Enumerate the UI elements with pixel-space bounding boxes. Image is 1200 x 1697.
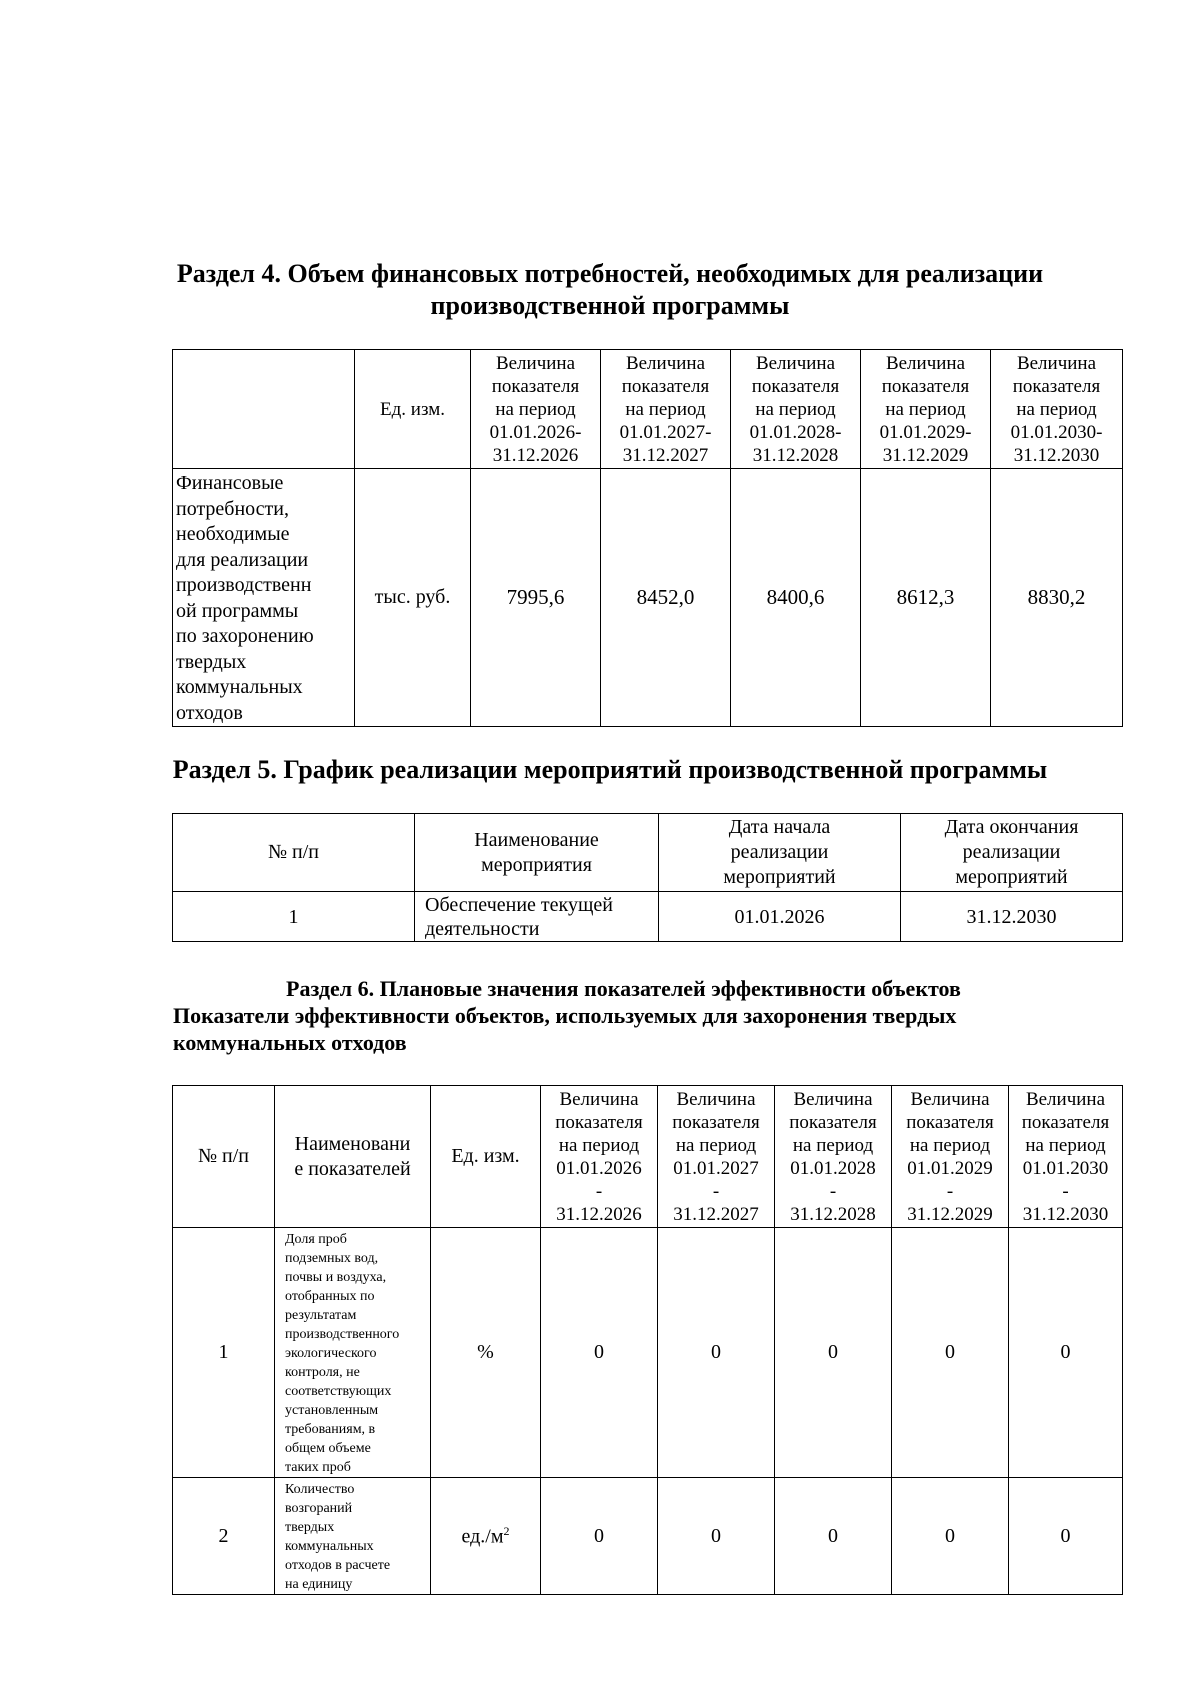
value-cell: 7995,6: [471, 469, 601, 727]
num-header: № п/п: [173, 1086, 275, 1228]
table-row: [173, 892, 1123, 942]
row-unit: %: [431, 1228, 541, 1478]
period-header-2026: Величина показателя на период 01.01.2026 - 31.12.2026: [541, 1086, 658, 1228]
table-header-row: [173, 814, 1123, 892]
table-row: [173, 1478, 1123, 1595]
value-cell: 0: [658, 1478, 775, 1595]
period-header-2028: Величина показателя на период 01.01.2028- 31.12.2028: [731, 350, 861, 469]
value-cell: 8830,2: [991, 469, 1123, 727]
financial-needs-table: [172, 349, 1123, 727]
unit-header: Ед. изм.: [431, 1086, 541, 1228]
table-row: [173, 1228, 1123, 1478]
row-name: Доля проб подземных вод, почвы и воздуха, отобранных по результатам производственного экологического контроля, не соответствующих установленным требованиям, в общем объеме таких проб: [275, 1228, 431, 1478]
period-header-2029: Величина показателя на период 01.01.2029- 31.12.2029: [861, 350, 991, 469]
table-header-row: [173, 350, 1123, 469]
row-start-date: 01.01.2026: [659, 892, 901, 942]
table-header-row: [173, 1086, 1123, 1228]
value-cell: 8452,0: [601, 469, 731, 727]
table-row: [173, 469, 1123, 727]
value-cell: 0: [541, 1228, 658, 1478]
period-header-2026: Величина показателя на период 01.01.2026- 31.12.2026: [471, 350, 601, 469]
row-end-date: 31.12.2030: [901, 892, 1123, 942]
num-header: № п/п: [173, 814, 415, 892]
value-cell: 0: [892, 1228, 1009, 1478]
section4-title: Раздел 4. Объем финансовых потребностей, необходимых для реализации производственной программы: [176, 259, 1044, 320]
schedule-table: [172, 813, 1123, 942]
unit-header: Ед. изм.: [355, 350, 471, 469]
row-unit: $ед./м^2$: [431, 1478, 541, 1595]
section5-title: Раздел 5. График реализации мероприятий производственной программы: [172, 755, 1048, 784]
row-unit: тыс. руб.: [355, 469, 471, 727]
name-header: Наименовани е показателей: [275, 1086, 431, 1228]
section6-title: Раздел 6. Плановые значения показателей эффективности объектов Показатели эффективности объектов, используемых для захоронения твердых коммунальных отходов: [173, 976, 961, 1055]
end-header: Дата окончания реализации мероприятий: [901, 814, 1123, 892]
efficiency-table: [172, 1085, 1123, 1595]
value-cell: 0: [1009, 1478, 1123, 1595]
value-cell: 0: [775, 1228, 892, 1478]
period-header-2027: Величина показателя на период 01.01.2027- 31.12.2027: [601, 350, 731, 469]
period-header-2030: Величина показателя на период 01.01.2030 - 31.12.2030: [1009, 1086, 1123, 1228]
period-header-2030: Величина показателя на период 01.01.2030- 31.12.2030: [991, 350, 1123, 469]
name-header: Наименование мероприятия: [415, 814, 659, 892]
period-header-2029: Величина показателя на период 01.01.2029 - 31.12.2029: [892, 1086, 1009, 1228]
period-header-2028: Величина показателя на период 01.01.2028 - 31.12.2028: [775, 1086, 892, 1228]
start-header: Дата начала реализации мероприятий: [659, 814, 901, 892]
row-num: 1: [173, 1228, 275, 1478]
value-cell: 8400,6: [731, 469, 861, 727]
value-cell: 0: [892, 1478, 1009, 1595]
value-cell: 0: [775, 1478, 892, 1595]
period-header-2027: Величина показателя на период 01.01.2027 - 31.12.2027: [658, 1086, 775, 1228]
row-name: Количество возгораний твердых коммунальных отходов в расчете на единицу: [275, 1478, 431, 1595]
empty-header-cell: [173, 350, 355, 469]
row-num: 1: [173, 892, 415, 942]
row-name: Обеспечение текущей деятельности: [415, 892, 659, 942]
value-cell: 0: [541, 1478, 658, 1595]
value-cell: 8612,3: [861, 469, 991, 727]
value-cell: 0: [658, 1228, 775, 1478]
value-cell: 0: [1009, 1228, 1123, 1478]
row-num: 2: [173, 1478, 275, 1595]
row-name: Финансовые потребности, необходимые для реализации производственн ой программы по захоронению твердых коммунальных отходов: [173, 469, 355, 727]
